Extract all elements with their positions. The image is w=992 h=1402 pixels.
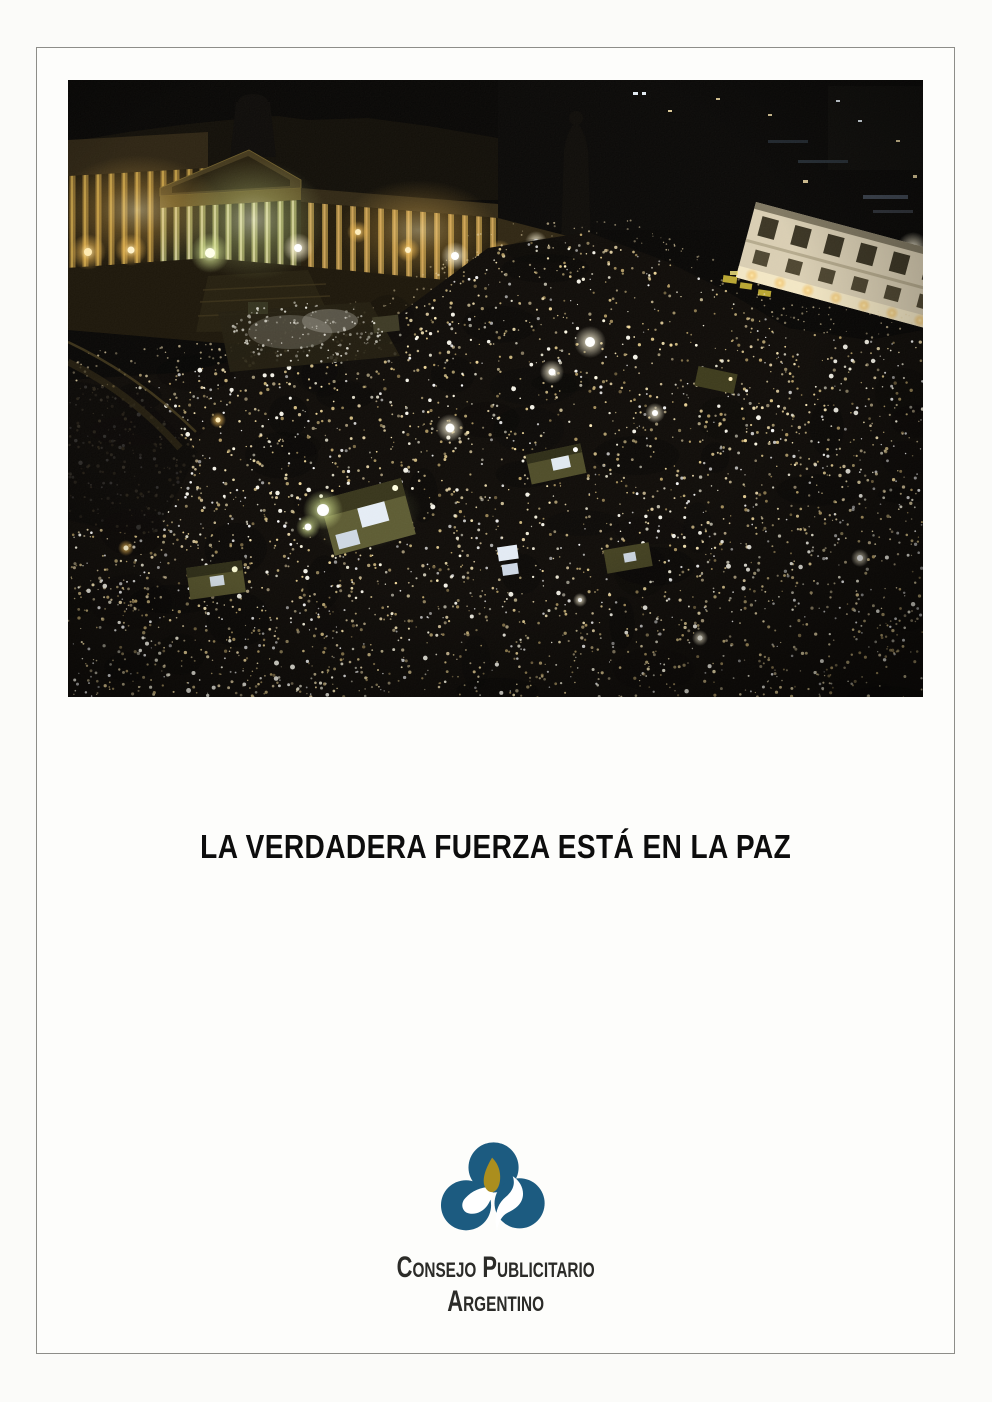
vigil-photo [68,80,923,697]
headline-text: LA VERDADERA FUERZA ESTÁ EN LA PAZ [200,828,792,865]
cpa-logo [0,1136,992,1319]
logo-org-name [360,1251,631,1319]
headline [0,828,992,866]
vigil-photo-image [68,80,923,697]
logo-org-name-line1: Consejo Publicitario [396,1251,596,1284]
cpa-flower-icon [437,1136,555,1249]
logo-org-name-line2: Argentino [447,1285,545,1318]
